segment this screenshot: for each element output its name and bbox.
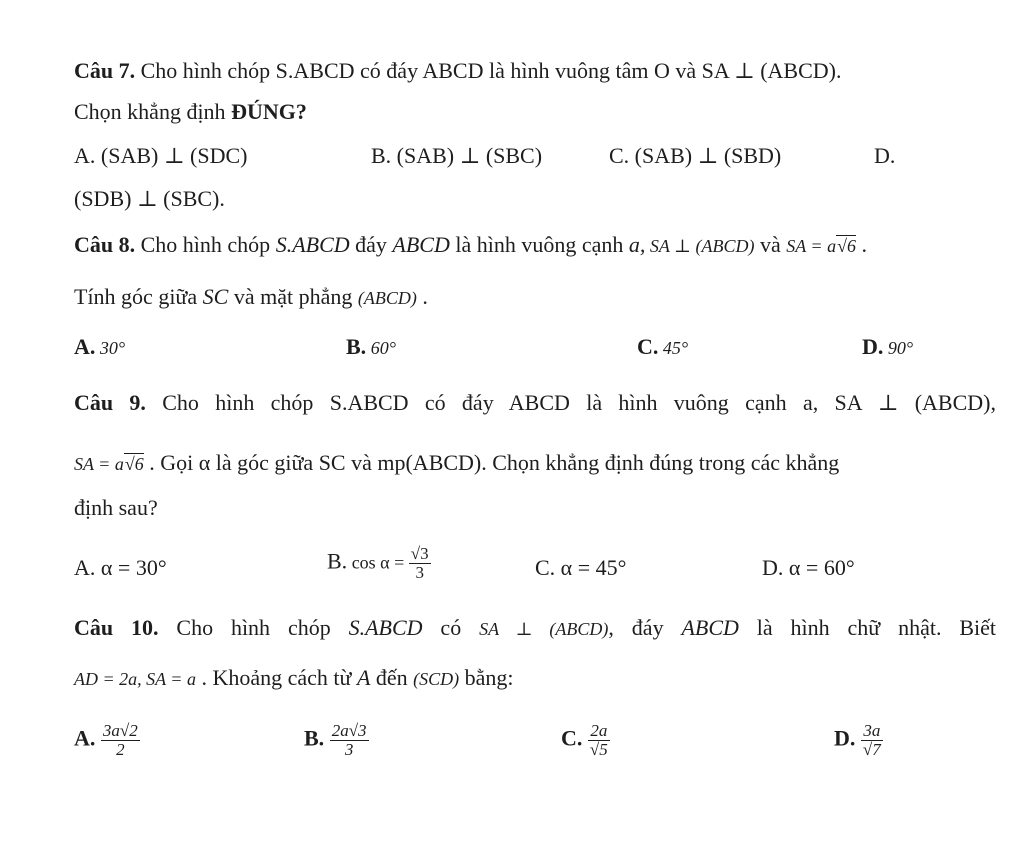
q8-stem1a: Cho hình chóp: [135, 232, 276, 257]
q8-option-a-label: A.: [74, 334, 96, 359]
q10-stem1a: Cho hình chóp: [158, 615, 349, 640]
q7-option-b[interactable]: B. (SAB) ⊥ (SBC): [371, 143, 543, 168]
q10-option-d-denominator: √7: [862, 740, 881, 759]
q8-option-b[interactable]: [346, 332, 396, 363]
q9-title: Câu 9.: [74, 390, 146, 415]
q10-stem1e: , đáy: [608, 615, 682, 640]
q7-option-a[interactable]: A. (SAB) ⊥ (SDC): [74, 143, 248, 168]
q8-option-d-label: D.: [862, 334, 884, 359]
q8-stem1g: SA ⊥ (ABCD): [645, 236, 755, 256]
q9-stem2a: SA = a: [74, 454, 124, 474]
q10-option-a-denominator: 2: [116, 740, 125, 759]
q8-stem2d: (ABCD): [357, 288, 417, 308]
q8-stem-line1: [74, 230, 996, 261]
q10-option-c[interactable]: [561, 722, 610, 759]
q10-stem1b: S.ABCD: [348, 615, 423, 640]
q9-stem2c: . Gọi α là góc giữa SC và mp(ABCD). Chọn khẳng định đúng trong các khẳng: [143, 450, 840, 475]
q9-option-b[interactable]: [327, 545, 431, 582]
q7-stem-line2: [74, 97, 996, 127]
q8-option-a-value: 30°: [95, 338, 126, 358]
q8-title: Câu 8.: [74, 232, 136, 257]
q8-option-a[interactable]: [74, 332, 125, 363]
q9-stem2b: √6: [124, 454, 144, 474]
q9-option-c[interactable]: C. α = 45°: [535, 555, 627, 580]
q10-stem-line2: [74, 663, 996, 694]
q10-stem1c: có: [422, 615, 480, 640]
q10-option-a[interactable]: [74, 722, 140, 759]
q10-option-a-fraction: [101, 722, 140, 759]
q9-stem1: Cho hình chóp S.ABCD có đáy ABCD là hình vuông cạnh a, SA ⊥ (ABCD),: [145, 390, 996, 415]
q10-option-a-label: A.: [74, 725, 96, 751]
q8-stem1e: là hình vuông cạnh: [449, 232, 629, 257]
q10-option-d-fraction: [861, 722, 883, 759]
q10-option-d-numerator: 3a: [861, 722, 883, 741]
q7-option-d[interactable]: D.: [874, 143, 896, 168]
q9-stem3: định sau?: [74, 495, 158, 520]
q7-stem2a: Chọn khẳng định: [74, 99, 232, 124]
q8-option-d-value: 90°: [883, 338, 914, 358]
q10-stem-line1: [74, 613, 996, 644]
q7-stem-line1: [74, 56, 996, 86]
q8-option-b-label: B.: [346, 334, 367, 359]
q8-option-c[interactable]: [637, 332, 688, 363]
q10-stem2d: đến: [370, 665, 414, 690]
q8-stem1b: S.ABCD: [275, 232, 350, 257]
q10-stem1g: là hình chữ nhật. Biết: [738, 615, 997, 640]
q8-stem2e: .: [416, 284, 428, 309]
q7-stem1: Cho hình chóp S.ABCD có đáy ABCD là hình vuông tâm O và SA ⊥ (ABCD).: [135, 58, 842, 83]
q10-option-b-denominator: 3: [344, 740, 354, 759]
q9-option-b-prefix: cos α =: [347, 552, 409, 573]
q8-stem1j: √6: [837, 236, 856, 256]
q9-option-a[interactable]: A. α = 30°: [74, 555, 167, 580]
q7-option-c[interactable]: C. (SAB) ⊥ (SBD): [609, 143, 782, 168]
q8-stem1h: và: [754, 232, 787, 257]
q7-title: Câu 7.: [74, 58, 136, 83]
q10-option-c-denominator: √5: [589, 740, 608, 759]
q7-option-d-continuation: (SDB) ⊥ (SBC).: [74, 186, 225, 211]
q10-option-b-label: B.: [304, 725, 325, 751]
q9-stem-line3: [74, 493, 996, 523]
q8-stem1c: đáy: [349, 232, 393, 257]
q10-stem2c: A: [356, 665, 371, 690]
q10-option-a-numerator: 3a√2: [102, 721, 138, 740]
q10-option-b[interactable]: [304, 722, 369, 759]
q8-stem1k: .: [855, 232, 867, 257]
q8-option-c-label: C.: [637, 334, 659, 359]
q10-option-c-numerator: 2a: [588, 722, 610, 741]
q8-stem2c: và mặt phẳng: [228, 284, 358, 309]
q9-option-b-numerator: √3: [410, 544, 429, 563]
q8-stem1d: ABCD: [392, 232, 450, 257]
q8-option-c-value: 45°: [658, 338, 689, 358]
q8-stem1i: SA = a: [786, 236, 837, 256]
q10-stem1f: ABCD: [681, 615, 739, 640]
q10-stem1d: SA ⊥ (ABCD): [479, 619, 609, 639]
q8-stem2b: SC: [202, 284, 229, 309]
q8-stem-line2: [74, 282, 996, 313]
q7-stem2b: ĐÚNG?: [231, 99, 307, 124]
q10-option-d[interactable]: [834, 722, 883, 759]
q9-option-b-label: B.: [327, 548, 348, 574]
q10-stem2a: AD = 2a, SA = a: [74, 669, 196, 689]
q10-option-d-label: D.: [834, 725, 856, 751]
q10-stem2b: . Khoảng cách từ: [195, 665, 357, 690]
q10-option-b-fraction: [330, 722, 369, 759]
q9-option-b-fraction: [409, 545, 431, 582]
q10-option-c-label: C.: [561, 725, 583, 751]
q8-option-d[interactable]: [862, 332, 913, 363]
q9-option-d[interactable]: D. α = 60°: [762, 555, 855, 580]
q8-stem1f: a,: [628, 232, 646, 257]
q9-stem-line2: [74, 448, 996, 479]
q8-option-b-value: 60°: [366, 338, 396, 358]
q9-option-b-denominator: 3: [415, 563, 424, 582]
q10-title: Câu 10.: [74, 615, 159, 640]
q10-option-b-numerator: 2a√3: [331, 721, 367, 740]
q8-stem2a: Tính góc giữa: [74, 284, 203, 309]
q10-option-c-fraction: [588, 722, 610, 759]
q10-stem2e: (SCD): [413, 669, 460, 689]
q10-stem2f: bằng:: [459, 665, 514, 690]
q9-stem-line1: [74, 388, 996, 418]
